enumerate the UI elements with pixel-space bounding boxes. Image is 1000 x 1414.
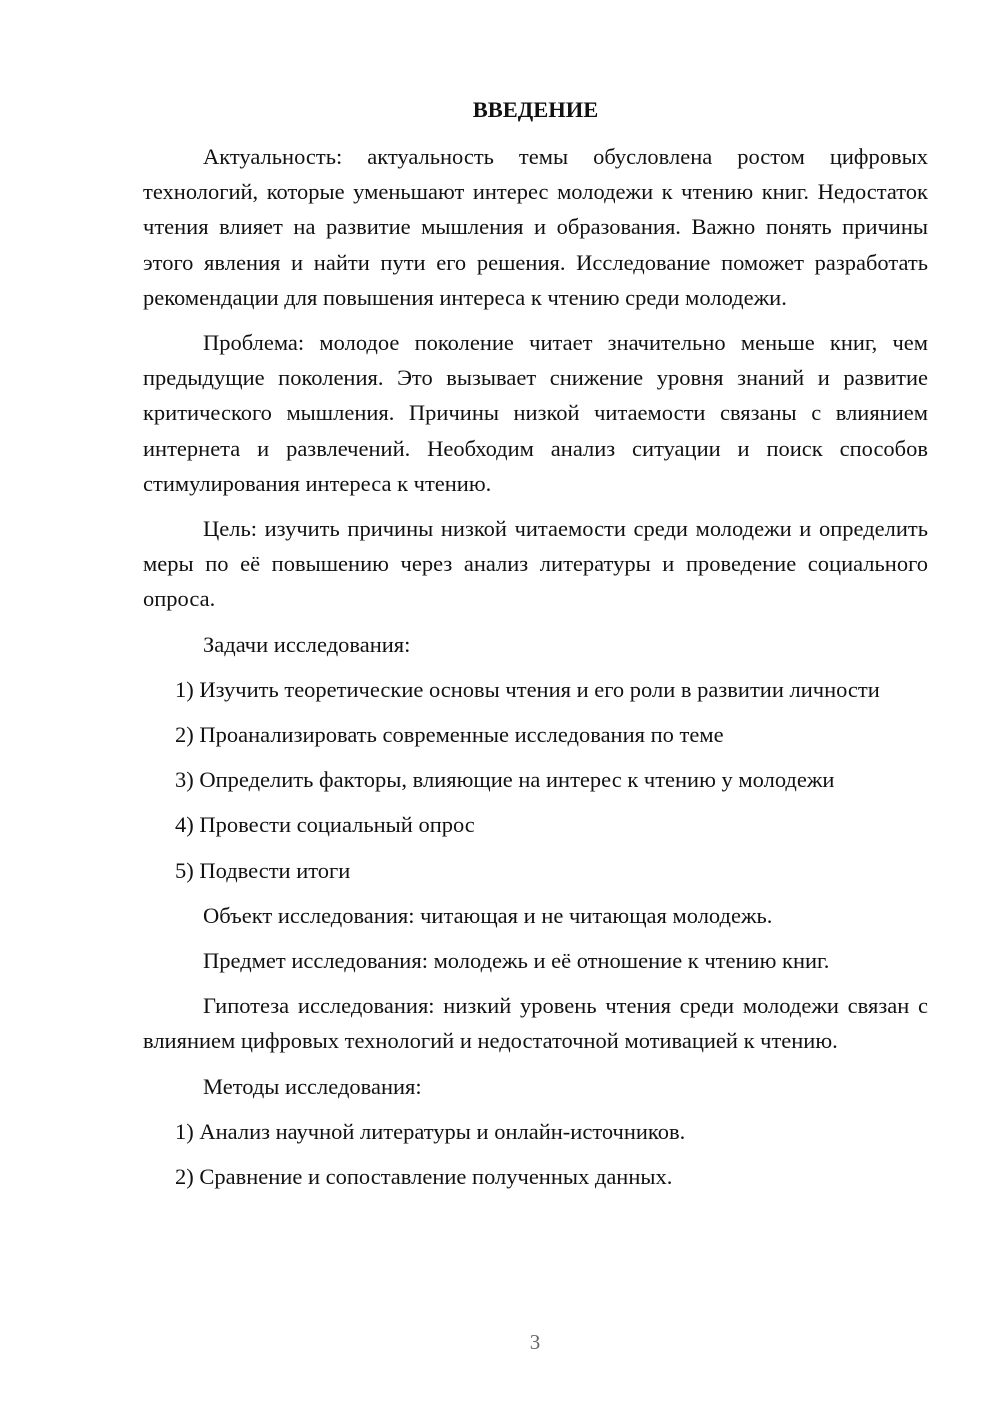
task-item-1: 1) Изучить теоретические основы чтения и его роли в развитии личности [175,676,880,702]
hypothesis-paragraph: Гипотеза исследования: низкий уровень чтения среди молодежи связан с влиянием цифровых технологий и недостаточной мотивацией к чтению. [143,993,928,1054]
task-item-5: 5) Подвести итоги [175,857,351,883]
tasks-heading: Задачи исследования: [203,631,411,657]
page-number: 3 [529,1330,541,1354]
method-item-2: 2) Сравнение и сопоставление полученных данных. [175,1164,673,1190]
methods-heading: Методы исследования: [203,1073,422,1099]
task-item-4: 4) Провести социальный опрос [175,812,475,838]
goal-paragraph: Цель: изучить причины низкой читаемости среди молодежи и определить меры по её повышению через анализ литературы и проведение социального опроса. [143,516,928,612]
method-item-1: 1) Анализ научной литературы и онлайн-источников. [175,1118,686,1144]
relevance-paragraph: Актуальность: актуальность темы обусловлена ростом цифровых технологий, которые уменьшают интерес молодежи к чтению книг. Недостаток чтения влияет на развитие мышления и образования. Важно понять причины этого явления и найти пути его решения. Исследование поможет разработать рекомендации для повышения интереса к чтению среди молодежи. [143,144,928,310]
page-title: ВВЕДЕНИЕ [472,97,599,122]
task-item-3: 3) Определить факторы, влияющие на интерес к чтению у молодежи [175,767,835,793]
problem-paragraph: Проблема: молодое поколение читает значительно меньше книг, чем предыдущие поколения. Это вызывает снижение уровня знаний и развитие критического мышления. Причины низкой читаемости связаны с влиянием интернета и развлечений. Необходим анализ ситуации и поиск способов стимулирования интереса к чтению. [143,330,928,496]
subject-paragraph: Предмет исследования: молодежь и её отношение к чтению книг. [203,948,830,974]
page-content [143,92,928,1204]
object-paragraph: Объект исследования: читающая и не читающая молодежь. [203,902,773,928]
task-item-2: 2) Проанализировать современные исследования по теме [175,722,724,748]
